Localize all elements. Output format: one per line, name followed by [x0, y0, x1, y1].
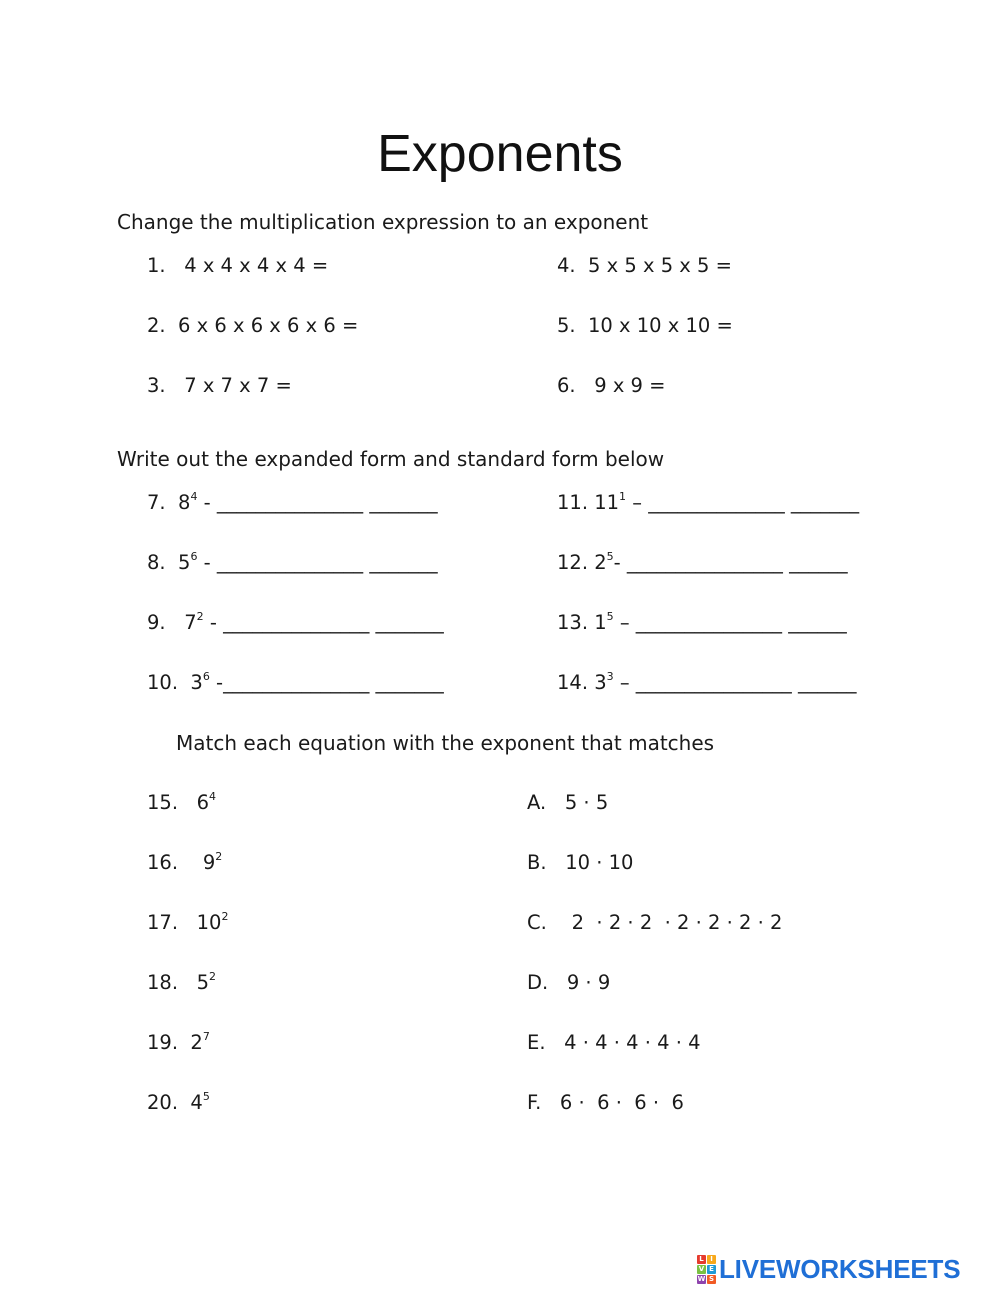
choice-letter: A.: [527, 791, 547, 814]
choice-a: [527, 790, 608, 816]
choice-letter: D.: [527, 971, 549, 994]
question-number: 9.: [147, 611, 166, 634]
question-expression: 5 x 5 x 5 x 5 =: [588, 254, 732, 277]
question-9: [147, 610, 444, 636]
choice-d: [527, 970, 610, 996]
choice-letter: F.: [527, 1091, 542, 1114]
answer-blank: - _______________ _______: [197, 491, 438, 514]
choice-b: [527, 850, 633, 876]
choice-text: 4 · 4 · 4 · 4 · 4: [564, 1031, 701, 1054]
exponent-power: 6: [202, 670, 210, 683]
section2-heading: Write out the expanded form and standard form below: [117, 447, 665, 471]
question-8: [147, 550, 438, 576]
section1-heading: Change the multiplication expression to an exponent: [117, 210, 649, 234]
question-16: [147, 850, 222, 876]
question-12: [557, 550, 848, 576]
exponent-power: 5: [202, 1090, 210, 1103]
exponent-power: 2: [221, 910, 229, 923]
answer-blank: - _______________ _______: [203, 611, 444, 634]
exponent-base: 6: [196, 791, 210, 814]
question-number: 2.: [147, 314, 166, 337]
choice-text: 5 · 5: [564, 791, 609, 814]
answer-blank: -_______________ _______: [209, 671, 444, 694]
logo-tile: L: [697, 1255, 706, 1264]
exponent-base: 3: [594, 671, 607, 694]
question-number: 19.: [147, 1031, 179, 1054]
question-20: [147, 1090, 210, 1116]
answer-blank: - ________________ ______: [613, 551, 848, 574]
question-2: [147, 313, 358, 339]
exponent-power: 2: [215, 850, 223, 863]
choice-letter: E.: [527, 1031, 546, 1054]
exponent-power: 5: [606, 610, 614, 623]
section3-heading: Match each equation with the exponent that matches: [176, 731, 715, 755]
exponent-power: 7: [202, 1030, 210, 1043]
question-14: [557, 670, 857, 696]
question-13: [557, 610, 847, 636]
question-expression: 6 x 6 x 6 x 6 x 6 =: [178, 314, 359, 337]
question-5: [557, 313, 733, 339]
choice-c: [527, 910, 782, 936]
choice-e: [527, 1030, 701, 1056]
exponent-base: 11: [594, 491, 620, 514]
exponent-power: 4: [209, 790, 217, 803]
exponent-base: 7: [184, 611, 197, 634]
question-number: 15.: [147, 791, 179, 814]
question-number: 14.: [557, 671, 589, 694]
exponent-power: 4: [190, 490, 198, 503]
answer-blank: - _______________ _______: [197, 551, 438, 574]
question-number: 13.: [557, 611, 589, 634]
choice-text: 2 · 2 · 2 · 2 · 2 · 2 · 2: [571, 911, 783, 934]
exponent-power: 5: [606, 550, 614, 563]
question-19: [147, 1030, 210, 1056]
question-number: 10.: [147, 671, 179, 694]
question-17: [147, 910, 228, 936]
choice-text: 10 · 10: [565, 851, 634, 874]
question-11: [557, 490, 859, 516]
question-number: 17.: [147, 911, 179, 934]
logo-tile: S: [708, 1274, 715, 1283]
question-number: 6.: [557, 374, 576, 397]
logo-tile: V: [698, 1264, 705, 1273]
logo-text: LIVEWORKSHEETS: [719, 1254, 961, 1284]
question-number: 16.: [147, 851, 179, 874]
question-3: [147, 373, 292, 399]
exponent-power: 2: [196, 610, 204, 623]
logo-tile: I: [707, 1255, 716, 1264]
exponent-base: 5: [196, 971, 210, 994]
liveworksheets-logo: [697, 1253, 960, 1285]
question-number: 5.: [557, 314, 576, 337]
logo-tile: E: [707, 1265, 716, 1274]
question-expression: 4 x 4 x 4 x 4 =: [184, 254, 329, 277]
answer-blank: – ________________ ______: [613, 671, 857, 694]
question-6: [557, 373, 666, 399]
question-number: 20.: [147, 1091, 179, 1114]
answer-blank: – ______________ _______: [626, 491, 860, 514]
exponent-base: 10: [196, 911, 222, 934]
question-expression: 9 x 9 =: [594, 374, 666, 397]
exponent-base: 9: [202, 851, 216, 874]
exponent-base: 1: [594, 611, 607, 634]
exponent-base: 8: [178, 491, 191, 514]
question-4: [557, 253, 732, 279]
question-expression: 7 x 7 x 7 =: [184, 374, 292, 397]
question-expression: 10 x 10 x 10 =: [588, 314, 733, 337]
exponent-power: 2: [209, 970, 217, 983]
question-number: 11.: [557, 491, 589, 514]
page-title: Exponents: [377, 125, 623, 183]
question-number: 4.: [557, 254, 576, 277]
exponent-power: 3: [606, 670, 614, 683]
logo-tile: W: [697, 1274, 706, 1283]
exponent-base: 2: [594, 551, 607, 574]
answer-blank: – _______________ ______: [613, 611, 847, 634]
question-15: [147, 790, 216, 816]
choice-text: 6 · 6 · 6 · 6: [559, 1091, 684, 1114]
question-7: [147, 490, 438, 516]
question-number: 1.: [147, 254, 166, 277]
choice-f: [527, 1090, 684, 1116]
question-number: 3.: [147, 374, 166, 397]
exponent-power: 1: [619, 490, 627, 503]
exponent-base: 5: [178, 551, 191, 574]
choice-letter: C.: [527, 911, 547, 934]
exponent-base: 4: [190, 1091, 203, 1114]
question-10: [147, 670, 444, 696]
exponent-power: 6: [190, 550, 198, 563]
choice-letter: B.: [527, 851, 547, 874]
question-number: 8.: [147, 551, 166, 574]
question-number: 7.: [147, 491, 166, 514]
question-18: [147, 970, 216, 996]
choice-text: 9 · 9: [566, 971, 611, 994]
question-1: [147, 253, 328, 279]
logo-mark-icon: [697, 1255, 716, 1284]
exponent-base: 3: [190, 671, 203, 694]
exponent-base: 2: [190, 1031, 203, 1054]
question-number: 12.: [557, 551, 589, 574]
question-number: 18.: [147, 971, 179, 994]
